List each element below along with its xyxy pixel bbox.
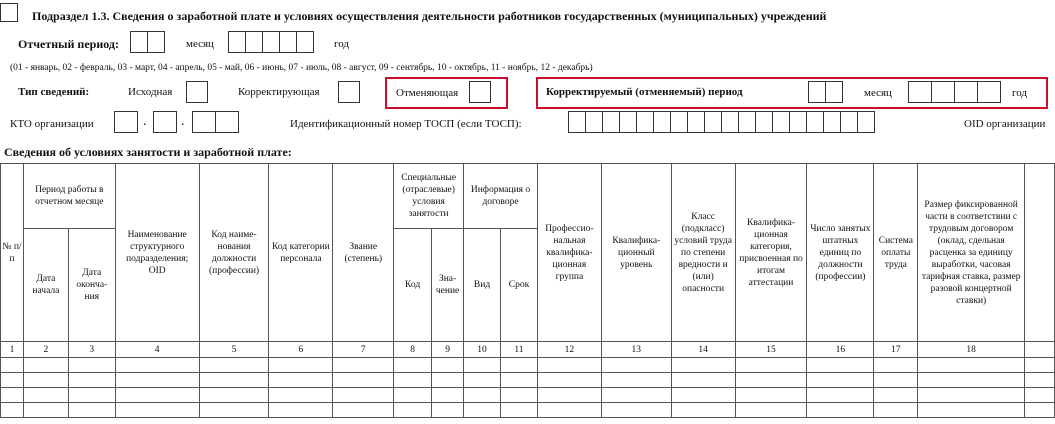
column-number: 12 [537,342,601,358]
tosp-label: Идентификационный номер ТОСП (если ТОСП): [290,118,522,130]
col-type-header: Вид [464,229,501,342]
column-number: 17 [874,342,918,358]
period-year-input[interactable] [228,31,313,53]
col-rank-header: Звание (степень) [333,164,394,342]
column-number: 5 [199,342,269,358]
col-staff-header: Число занятых штатных единиц по должности (профессии) [807,164,874,342]
column-number: 16 [807,342,874,358]
col-contract-header: Информация о договоре [464,164,538,229]
column-number: 7 [333,342,394,358]
col-num-header: № п/п [1,164,24,342]
col-prof-group-header: Профессио-нальная квалифика-ционная группа [537,164,601,342]
column-number: 15 [735,342,807,358]
initial-label: Исходная [128,86,173,98]
corrected-month-input[interactable] [808,81,842,103]
col-term-header: Срок [501,229,538,342]
table-row[interactable] [1,373,1055,388]
kto-dot: . [143,114,147,129]
corrected-month-label: месяц [864,87,892,99]
period-month-label: месяц [186,38,214,50]
kto-dot: . [181,114,185,129]
col-pay-system-header: Система оплаты труда [874,164,918,342]
col-qual-cat-header: Квалифика-ционная категория, присвоенная по итогам аттестации [735,164,807,342]
column-number: 9 [432,342,464,358]
cancelling-checkbox[interactable] [469,81,491,103]
corrected-year-label: год [1012,87,1028,99]
kto-label: КТО организации [10,118,94,130]
column-number: 11 [501,342,538,358]
period-year-label: год [334,38,350,50]
initial-checkbox[interactable] [186,81,208,103]
column-number: 1 [1,342,24,358]
col-overflow-header [1025,164,1055,342]
period-label: Отчетный период: [18,37,119,51]
column-number: 6 [269,342,333,358]
col-code-header: Код [394,229,432,342]
section-title: Подраздел 1.3. Сведения о заработной плате и условиях осуществления деятельности работников государственных (муниципальных) учреждений [32,9,827,23]
col-qual-level-header: Квалифика-ционный уровень [601,164,671,342]
kto-part2-input[interactable] [153,111,176,133]
col-fixed-pay-header: Размер фиксированной части в соответствии с трудовым договором (оклад, сдельная расценка за единицу выработки, часовая тарифная ставка, размер разовой концертной ставки) [918,164,1025,342]
kto-part3-input[interactable] [192,111,238,133]
column-number: 13 [601,342,671,358]
info-type-label: Тип сведений: [18,86,90,98]
column-number: 3 [68,342,115,358]
column-number: 10 [464,342,501,358]
tosp-input[interactable] [568,111,874,133]
table-row[interactable] [1,358,1055,373]
col-special-header: Специальные (отраслевые) условия занятости [394,164,464,229]
col-end-header: Дата оконча-ния [68,229,115,342]
kto-part1-input[interactable] [114,111,137,133]
section-checkbox[interactable] [0,3,18,22]
table-row[interactable] [1,403,1055,418]
month-legend: (01 - январь, 02 - февраль, 03 - март, 04 - апрель, 05 - май, 06 - июнь, 07 - июль, 08 - август, 09 - сентябрь, 10 - октябрь, 11 - ноябрь, 12 - декабрь) [10,63,593,73]
col-start-header: Дата начала [23,229,68,342]
column-number: 8 [394,342,432,358]
corrective-label: Корректирующая [238,86,320,98]
table-heading: Сведения об условиях занятости и заработной плате: [4,145,292,159]
column-number-row [1,342,1055,358]
column-number [1025,342,1055,358]
corrected-period-label: Корректируемый (отменяемый) период [546,86,743,98]
oid-label: OID организации [964,118,1046,130]
period-month-input[interactable] [130,31,164,53]
col-category-code-header: Код категории персонала [269,164,333,342]
col-value-header: Зна-чение [432,229,464,342]
corrected-year-input[interactable] [908,81,1000,103]
column-number: 14 [671,342,735,358]
col-period-header: Период работы в отчетном месяце [23,164,115,229]
employment-table [0,163,1055,418]
col-unit-header: Наименование структурного подразделения; OID [115,164,199,342]
column-number: 4 [115,342,199,358]
corrective-checkbox[interactable] [338,81,360,103]
cancelling-label: Отменяющая [396,87,459,99]
column-number: 18 [918,342,1025,358]
col-position-code-header: Код наиме-нования должности (профессии) [199,164,269,342]
table-row[interactable] [1,388,1055,403]
column-number: 2 [23,342,68,358]
col-class-header: Класс (подкласс) условий труда по степени вредности и (или) опасности [671,164,735,342]
